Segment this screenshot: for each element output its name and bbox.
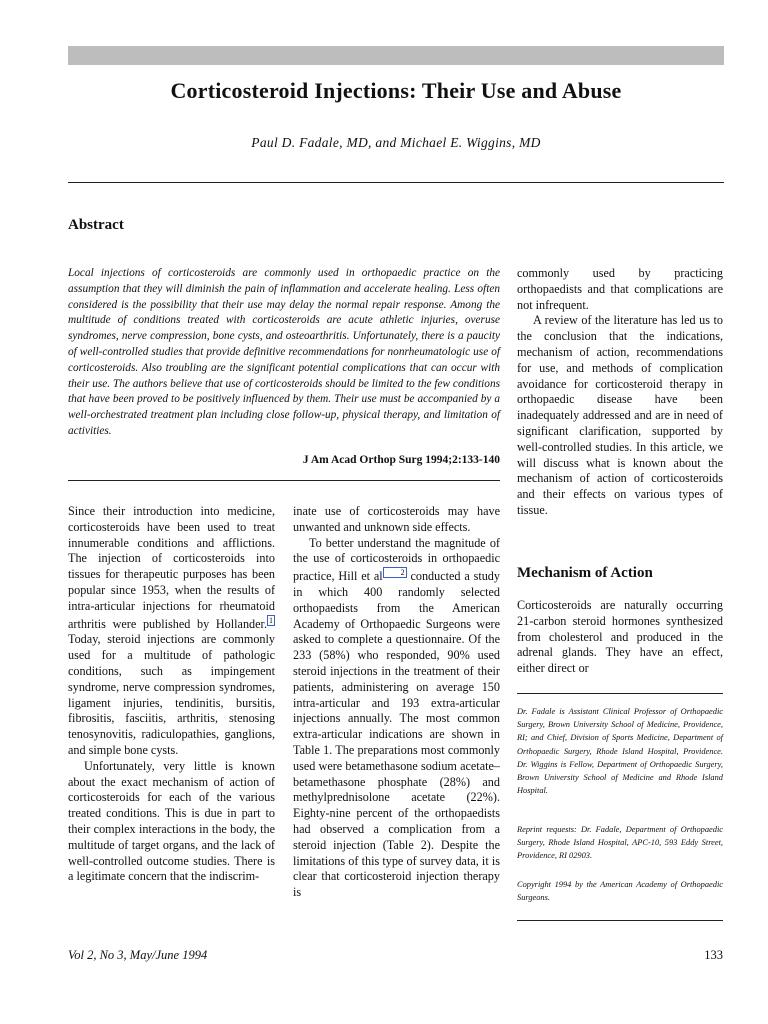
section-heading-mechanism: Mechanism of Action [517,565,653,581]
reference-link-2[interactable]: 2 [383,567,407,578]
article-title: Corticosteroid Injections: Their Use and Abuse [170,78,622,103]
paragraph: commonly used by practicing orthopaedists and that complications are not infrequent. [517,266,723,312]
abstract-text: Local injections of corticosteroids are commonly used in orthopaedic practice on the assumption that they will diminish the pain of inflammation and accelerate healing. Less often considered is the possibility that their use may delay the normal repair response. Among the multitude of conditions treated with corticosteroids are acute athletic injuries, overuse syndromes, nerve compression, bone cysts, and osteoarthritis. Unfortunately, there is a paucity of well-controlled studies that provide definitive recommendations for nonrheumatologic use of corticosteroids. Also troubling are the significant potential complications that can occur with their use. The authors believe that use of corticosteroids should be limited to the few conditions that have been proved to be positively influenced by them. Their use must be accompanied by a well-orchestrated treatment plan including close follow-up, physical therapy, and limitation of activities. [68,267,500,437]
body-column-1 [68,504,275,885]
body-column-2 [293,504,500,901]
header-bar [68,46,724,65]
paragraph: Unfortunately, very little is known about the exact mechanism of action of corticosteroids for each of the various treated conditions. This is due in part to their complex interactions in the body, the multitude of target organs, and the lack of well-controlled outcome studies. There is a legitimate concern that the indiscrim- [68,758,275,884]
page-number: 133 [704,948,723,962]
footnote-end-divider [517,920,723,921]
footnote-divider [517,693,723,694]
reference-link-1[interactable]: 1 [269,615,273,625]
paragraph: Since their introduction into medicine, corticosteroids have been used to treat innumerable conditions and afflictions. The injection of corticosteroids into tissues for therapeutic purposes has been popular since 1953, when the results of intra-articular injections for rheumatoid arthritis were published by Hollander. 1 Today, steroid injections are commonly used for a multitude of pathologic conditions, such as impingement syndrome, nerve compression syndromes, ligament injuries, tendinitis, bursitis, fibrositis, fasciitis, arthritis, stenosing tenosynovitis, radiculopathies, ganglions, and simple bone cysts. [68,504,275,758]
footnote-copyright: Copyright 1994 by the American Academy of Orthopaedic Surgeons. [517,880,723,903]
paragraph: To better understand the magnitude of the use of corticosteroids in orthopaedic practice, Hill et al 2 conducted a study in which 400 randomly selected orthopaedists from the American Academy of Orthopaedic Surgeons were asked to complete a questionnaire. Of the 233 (58%) who responded, 90% used steroid injections in the treatment of their patients, administering on average 150 intra-articular and 193 extra-articular injections annually. The most common extra-articular indications are shown in Table 1. The preparations most commonly used were betamethasone sodium acetate–betamethasone phosphate (28%) and methylprednisolone acetate (22%). Eighty-nine percent of the orthopaedists had observed a complication from a steroid injection (Table 2). Despite the limitations of this type of survey data, it is clear that corticosteroid injection therapy is [293,535,500,900]
abstract-divider [68,480,500,481]
body-column-3-top [517,266,723,519]
journal-issue: Vol 2, No 3, May/June 1994 [68,948,208,962]
body-column-3-bottom [517,598,723,677]
paragraph: inate use of corticosteroids may have unwanted and unknown side effects. [293,504,500,534]
title-divider [68,182,724,183]
journal-citation: J Am Acad Orthop Surg 1994;2:133-140 [302,454,500,466]
paragraph: Corticosteroids are naturally occurring 21-carbon steroid hormones synthesized from cholesterol and produced in the adrenal glands. They have an effect, either direct or [517,598,723,676]
abstract-heading: Abstract [68,217,124,233]
footnote-affiliation: Dr. Fadale is Assistant Clinical Professor of Orthopaedic Surgery, Brown University School of Medicine, Providence, RI; and Chief, Division of Sports Medicine, Department of Orthopaedic Surgery, Rhode Island Hospital, Providence. Dr. Wiggins is Fellow, Department of Orthopaedic Surgery, Brown University School of Medicine and Rhode Island Hospital. [517,707,723,796]
author-line: Paul D. Fadale, MD, and Michael E. Wiggins, MD [251,135,541,150]
paragraph: A review of the literature has led us to the conclusion that the indications, mechanism of action, recommendations for use, and methods of complication avoidance for corticosteroid therapy in orthopaedic disease have been inadequately addressed and are in need of significant clarification, supported by well-controlled studies. In this article, we will discuss what is known about the mechanism of action of corticosteroids and their effects on various types of tissue. [517,313,723,517]
footnote-reprint: Reprint requests: Dr. Fadale, Department of Orthopaedic Surgery, Rhode Island Hospital, APC-10, 593 Eddy Street, Providence, RI 02903. [517,825,723,861]
